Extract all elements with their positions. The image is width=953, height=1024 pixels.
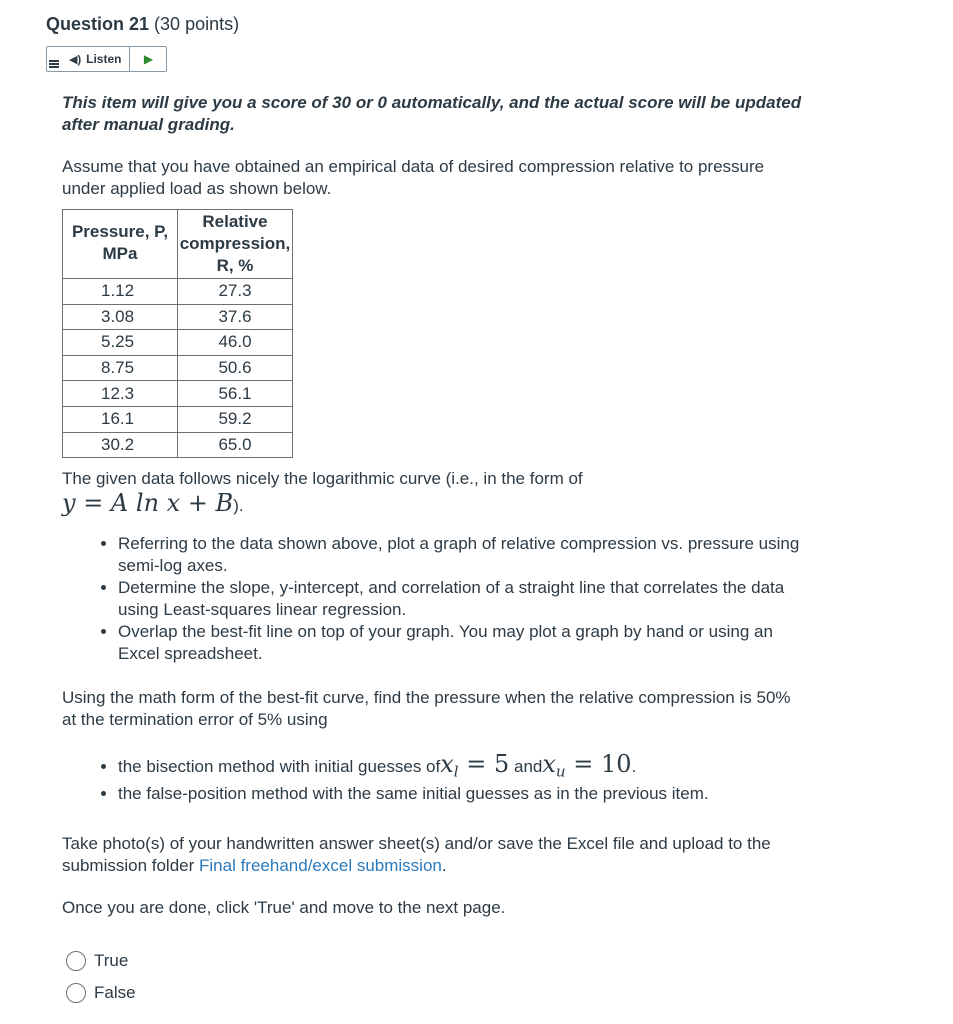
list-item: • Referring to the data shown above, plot a graph of relative compression vs. pressure using semi-log axes. xyxy=(118,533,802,577)
data-table xyxy=(62,209,293,458)
table-row xyxy=(63,381,293,407)
equation-line xyxy=(62,490,802,519)
and-text: and xyxy=(509,757,543,777)
xl-sub: l xyxy=(453,762,459,781)
equation-close: ). xyxy=(233,496,244,516)
curve-text: The given data follows nicely the logarithmic curve (i.e., in the form of xyxy=(62,469,583,489)
equation: y = A ln x + B xyxy=(62,489,234,518)
upload-prefix: Take photo(s) of your handwritten answer sheet(s) and/or save the Excel file and upload to the submission folder xyxy=(62,833,771,875)
bisection-text: the bisection method with initial guesses of xyxy=(118,757,441,777)
question-points: (30 points) xyxy=(154,14,240,34)
cell-compression: 27.3 xyxy=(178,279,293,305)
header-compression: Relative compression, R, % xyxy=(178,210,293,279)
question-header xyxy=(46,14,239,35)
listen-label: Listen xyxy=(86,52,122,66)
listen-toolbar xyxy=(46,46,167,72)
xu-value: 10 xyxy=(600,750,632,779)
table-row xyxy=(63,330,293,356)
table-row xyxy=(63,355,293,381)
list-item-bisection xyxy=(118,750,802,782)
upload-text xyxy=(62,833,802,877)
table-row xyxy=(63,279,293,305)
play-button[interactable] xyxy=(130,47,166,71)
cell-pressure: 5.25 xyxy=(63,330,178,356)
submission-folder-link[interactable]: Final freehand/excel submission xyxy=(199,855,442,875)
header-pressure: Pressure, P, MPa xyxy=(63,210,178,279)
bisection-end: . xyxy=(631,757,637,777)
cell-compression: 37.6 xyxy=(178,304,293,330)
xl-value: 5 xyxy=(493,750,510,779)
cell-pressure: 3.08 xyxy=(63,304,178,330)
play-icon: ▶ xyxy=(143,52,154,66)
cell-pressure: 1.12 xyxy=(63,279,178,305)
table-row xyxy=(63,304,293,330)
cell-compression: 56.1 xyxy=(178,381,293,407)
table-row xyxy=(63,406,293,432)
task-text: Using the math form of the best-fit curve, find the pressure when the relative compression is 50% at the termination error of 5% using xyxy=(62,688,791,730)
option-true[interactable] xyxy=(64,945,802,977)
upload-suffix: . xyxy=(441,855,447,875)
cell-compression: 50.6 xyxy=(178,355,293,381)
question-body xyxy=(62,92,802,1009)
answer-options xyxy=(64,945,802,1009)
xu-sub: u xyxy=(555,762,566,781)
cell-pressure: 16.1 xyxy=(63,406,178,432)
cell-compression: 59.2 xyxy=(178,406,293,432)
cell-compression: 65.0 xyxy=(178,432,293,458)
list-item: • Overlap the best-fit line on top of your graph. You may plot a graph by hand or using an Excel spreadsheet. xyxy=(118,621,802,665)
xl-eq: = xyxy=(458,750,494,779)
method-list xyxy=(62,750,802,804)
option-false-label: False xyxy=(94,982,136,1002)
list-item: • Determine the slope, y-intercept, and correlation of a straight line that correlates the data using Least-squares linear regression. xyxy=(118,577,802,621)
cell-pressure: 12.3 xyxy=(63,381,178,407)
table-row xyxy=(63,432,293,458)
listen-button[interactable] xyxy=(63,47,130,71)
xl-var: x xyxy=(440,750,454,779)
menu-icon[interactable] xyxy=(47,47,63,71)
option-true-label: True xyxy=(94,950,129,970)
cell-pressure: 8.75 xyxy=(63,355,178,381)
speaker-icon: ◀) xyxy=(69,53,82,66)
xu-var: x xyxy=(542,750,556,779)
grading-note: This item will give you a score of 30 or 0 automatically, and the actual score will be updated after manual grading. xyxy=(62,93,802,134)
cell-compression: 46.0 xyxy=(178,330,293,356)
radio-true[interactable] xyxy=(66,951,86,971)
question-title: Question 21 xyxy=(46,14,150,34)
done-text: Once you are done, click 'True' and move to the next page. xyxy=(62,897,506,917)
table-header-row xyxy=(63,210,293,279)
instruction-list xyxy=(62,533,802,665)
cell-pressure: 30.2 xyxy=(63,432,178,458)
list-item-false-position: • the false-position method with the same initial guesses as in the previous item. xyxy=(118,783,802,805)
xu-eq: = xyxy=(565,750,601,779)
intro-text: Assume that you have obtained an empirical data of desired compression relative to pressure under applied load as shown below. xyxy=(62,157,765,198)
option-false[interactable] xyxy=(64,977,802,1009)
radio-false[interactable] xyxy=(66,983,86,1003)
